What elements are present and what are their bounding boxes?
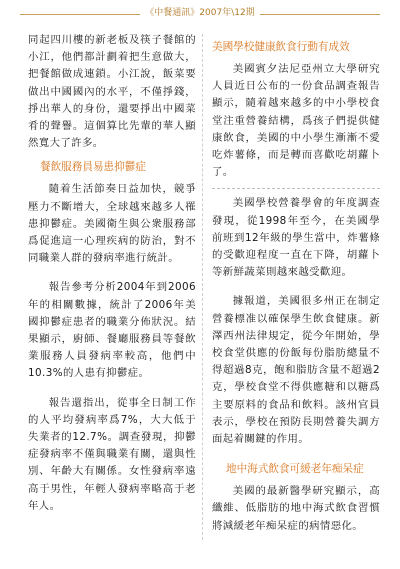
school-diet-paragraph-1: 美國賓夕法尼亞州立大學研究人員近日公布的一份食品調查報告顯示，隨着越來越多的中小學校食堂注重營養結構，爲孩子們提供健康飲食，美國的中小學生漸漸不愛吃炸薯條，而是轉而喜歡吃胡蘿卜了。 [212,63,380,179]
depression-paragraph-2: 報告參考分析2004年到2006年的相關數據，統計了2006年美國抑鬱症患者的職業分佈狀況。結果顯示，廚師、餐廳服務員等餐飲業服務人員發病率較高，他們中10.3%的人患有抑鬱症。 [28,281,196,380]
article-heading-mediterranean-diet: 地中海式飲食可緩老年痴呆症 [226,463,364,476]
column-divider [202,34,203,540]
mediterranean-diet-paragraph: 美國的最新醫學研究顯示，高纖維、低脂肪的地中海式飲食習慣將減緩老年痴呆症的病情惡化。 [212,485,380,532]
article-heading-school-diet: 美國學校健康飲食行動有成效 [212,41,350,53]
section-separator [212,188,380,189]
article-heading-depression: 餐飲服務員易患抑鬱症 [40,161,146,174]
right-column [212,32,380,535]
newsletter-issue-title: 《中餐通訊》2007年\12期 [140,8,259,18]
school-diet-paragraph-2: 美國學校營養學會的年度調查發現，從1998年至今，在美國學前班到12年級的學生當中，炸薯條的受歡迎程度一直在下降，胡蘿卜等新鮮蔬菜則越來越受歡迎。 [212,197,380,279]
left-column [28,32,196,515]
depression-paragraph-1: 隨着生活節奏日益加快，競爭壓力不斷增大，全球越來越多人罹患抑鬱症。美國衛生與公衆服務部爲促進這一心理疾病的防治，對不同職業人群的發病率進行統計。 [28,183,196,265]
page-header [0,0,400,30]
article-continuation-paragraph: 同起四川樓的新老板及筷子餐館的小江，他們都計劃着把生意做大，把餐館做成連鎖。小江說，飯菜要做出中國國內的水平，不僅掙錢，掙出華人的身份，還要掙出中國菜肴的聲譽。這個算比先輩的華人顯然寬大了許多。 [28,34,196,150]
header-title-wrap [0,6,400,20]
school-diet-paragraph-3: 據報道，美國很多州正在制定營養標准以確保學生飲食健康。新澤西州法律規定，從今年開始，學校食堂供應的份飯每份脂肪總量不得超過8克，飽和脂肪含量不超過2克，學校食堂不得供應糖和以糖爲主要原料的食品和飲料。該州官員表示，學校在預防長期營養失調方面起着關鍵的作用。 [212,295,380,446]
depression-paragraph-3: 報告還指出，從事全日制工作的人平均發病率爲7%，大大低于失業者的12.7%。調查發現，抑鬱症發病率不僅與職業有關，還與性別、年齡大有關係。女性發病率遠高于男性，年輕人發病率略高于老年人。 [28,396,196,512]
